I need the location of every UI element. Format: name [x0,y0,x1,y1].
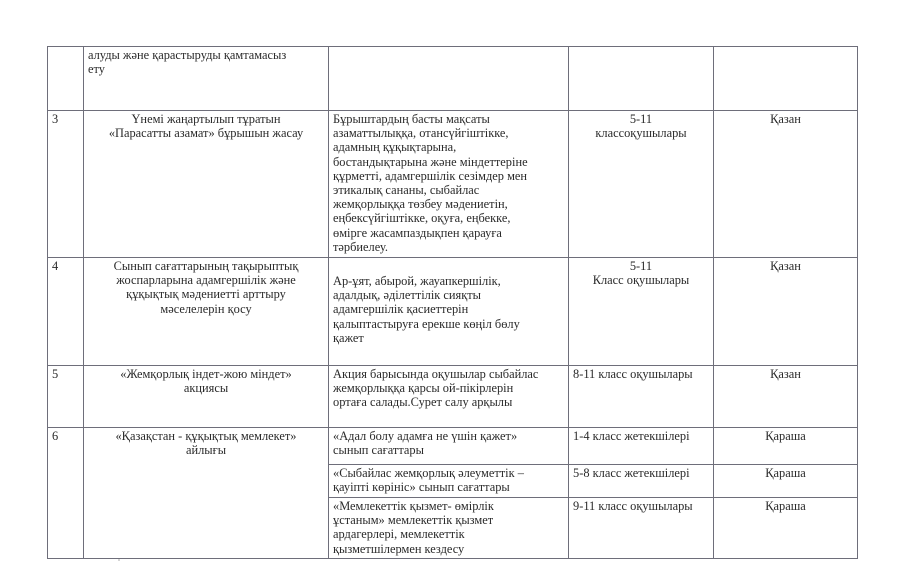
event-line: Сынып сағаттарының тақырыптық [113,259,299,273]
event-line: «Жемқорлық індет-жою міндет» [120,367,292,381]
content-line: Ар-ұят, абырой, жауапкершілік, [333,274,501,288]
row-number: 5 [48,366,84,428]
content-line: тәрбиелеу. [333,239,388,254]
deadline-cell: Қараша [714,465,858,498]
table-row [48,258,858,366]
content-line: жемқорлыққа төзбеу мәдениетін, [333,197,508,212]
content-line: қалыптастыруға ерекше көңіл бөлу [333,316,520,331]
content-line: адамгершілік қасиеттерін [333,302,469,317]
content-line: жемқорлыққа қарсы ой-пікірлерін [333,381,514,396]
row-number [48,47,84,111]
participants-line: 8-11 класс оқушылары [573,367,693,381]
participants-cell [569,47,714,111]
content-line: қажет [333,330,364,345]
content-line: қауіпті көрініс» сынып сағаттары [333,480,510,495]
event-cell [84,111,329,258]
deadline-cell: Қазан [714,366,858,428]
content-line: Бұрыштардың басты мақсаты [333,112,490,126]
table-row [48,111,858,258]
event-cell [84,47,329,111]
participants-cell: 1-4 класс жетекшілері [569,428,714,465]
row-number: 3 [48,111,84,258]
participants-line: 5-11 [629,112,653,126]
content-line: Акция барысында оқушылар сыбайлас [333,367,539,381]
event-line: Үнемі жаңартылып тұратын [131,112,281,126]
participants-line: классоқушылары [595,126,687,141]
participants-cell: 9-11 класс оқушылары [569,498,714,559]
event-plan-table [47,46,858,559]
table-row [48,428,858,465]
content-cell [329,47,569,111]
scan-speck [118,559,120,561]
table-row [48,47,858,111]
participants-line: Класс оқушылары [592,273,690,288]
row-number: 4 [48,258,84,366]
content-line: «Мемлекеттік қызмет- өмірлік [333,499,494,513]
content-line: ортаға салады.Сурет салу арқылы [333,395,513,410]
participants-cell [569,366,714,428]
content-line: «Адал болу адамға не үшін қажет» [333,429,518,443]
event-line: акциясы [183,381,229,396]
event-line: айлығы [185,443,227,458]
deadline-cell: Қараша [714,498,858,559]
content-cell [329,111,569,258]
content-line: адалдық, әділеттілік сияқты [333,288,481,303]
content-line: адамның құқықтарына, [333,140,457,155]
event-cell [84,366,329,428]
participants-cell [569,111,714,258]
content-cell [329,498,569,559]
content-line: азаматтылыққа, отансүйгіштікке, [333,126,509,141]
event-line: жоспарларына адамгершілік және [116,273,296,288]
deadline-cell: Қараша [714,428,858,465]
content-line: ұстаным» мемлекеттік қызмет [333,513,494,528]
deadline-cell: Қазан [714,258,858,366]
content-line: «Сыбайлас жемқорлық әлеуметтік – [333,466,524,480]
content-line: қызметшілермен кездесу [333,541,465,556]
deadline-cell [714,47,858,111]
content-line: этикалық сананы, сыбайлас [333,183,480,198]
content-line: сынып сағаттары [333,443,424,458]
event-line: «Парасатты азамат» бұрышын жасау [108,126,304,141]
content-cell [329,366,569,428]
event-line: құқықтық мәдениетті арттыру [126,287,286,302]
event-cell [84,258,329,366]
content-line: ардагерлері, мемлекеттік [333,527,465,542]
event-cell [84,428,329,559]
table-row [48,366,858,428]
content-cell [329,428,569,465]
content-line: еңбексүйгіштікке, оқуға, еңбекке, [333,211,511,226]
event-line: алуды және қарастыруды қамтамасыз [88,48,287,62]
event-line: ету [88,62,105,77]
event-line: «Қазақстан - құқықтық мемлекет» [115,429,297,443]
deadline-cell: Қазан [714,111,858,258]
content-line: өмірге жасампаздықпен қарауға [333,225,502,240]
content-line: бостандықтарына және міндеттеріне [333,154,528,169]
content-cell [329,465,569,498]
participants-cell [569,258,714,366]
participants-line: 5-11 [629,259,653,273]
event-line: мәселелерін қосу [160,301,252,316]
row-number: 6 [48,428,84,559]
participants-cell: 5-8 класс жетекшілері [569,465,714,498]
content-line: құрметті, адамгершілік сезімдер мен [333,168,528,183]
content-cell [329,258,569,366]
